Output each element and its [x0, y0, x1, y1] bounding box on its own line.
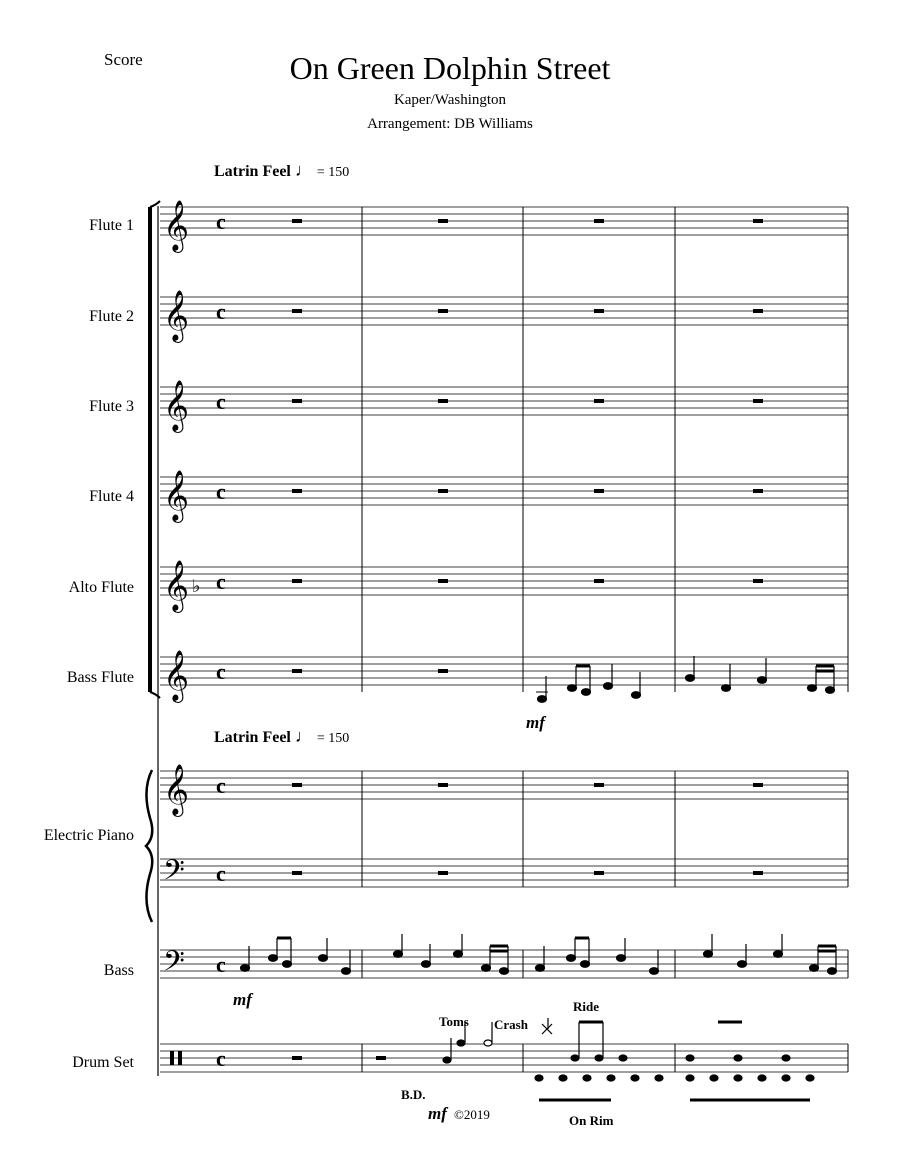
time-signature-common: c: [216, 952, 226, 977]
instrument-label-flute-1: Flute 1: [89, 217, 134, 234]
tempo-text: Latrin Feel: [214, 729, 291, 746]
drum-label-on-rim: On Rim: [569, 1113, 614, 1128]
dynamic-bass-flute: mf: [526, 713, 545, 732]
tempo-bpm: = 150: [316, 731, 350, 746]
treble-clef-icon: 𝄞: [163, 560, 190, 611]
barlines: [362, 207, 848, 1072]
composer: Kaper/Washington: [393, 92, 507, 108]
tempo-text: Latrin Feel: [214, 163, 291, 180]
time-signature-common: c: [216, 299, 226, 324]
time-signature-common: c: [216, 773, 226, 798]
instrument-label-bass-flute: Bass Flute: [66, 669, 134, 686]
instrument-label-alto-flute: Alto Flute: [68, 579, 134, 596]
bass-clef-icon: 𝄢: [163, 854, 185, 894]
instrument-label-flute-4: Flute 4: [89, 488, 134, 505]
drum-label-crash: Crash: [494, 1017, 528, 1032]
drum-ride-voice: [571, 1022, 790, 1061]
dynamic-drums: mf: [428, 1104, 447, 1123]
treble-clef-icon: 𝄞: [163, 764, 190, 815]
drum-label-ride: Ride: [573, 999, 599, 1014]
treble-clef-icon: 𝄞: [163, 290, 190, 341]
time-signature-common: c: [216, 1046, 226, 1071]
time-signature-common: c: [216, 389, 226, 414]
time-signature-common: c: [216, 569, 226, 594]
time-signature-common: c: [216, 209, 226, 234]
time-signature-common: c: [216, 861, 226, 886]
score-label: Score: [104, 50, 143, 69]
tempo-bpm: = 150: [316, 165, 350, 180]
instrument-label-flute-2: Flute 2: [89, 308, 134, 325]
piece-title: On Green Dolphin Street: [289, 50, 611, 86]
flat-sign-icon: ♭: [192, 576, 201, 597]
instrument-label-flute-3: Flute 3: [89, 398, 134, 415]
drum-lower-voice: [535, 1075, 814, 1100]
drum-label-toms: Toms: [439, 1014, 469, 1029]
whole-rests: [292, 219, 763, 1060]
dynamic-bass: mf: [233, 990, 252, 1009]
bass-notes: [241, 934, 837, 974]
instrument-label-drum-set: Drum Set: [72, 1054, 134, 1071]
staff-lines: [160, 207, 848, 1072]
copyright: ©2019: [454, 1107, 490, 1122]
treble-clef-icon: 𝄞: [163, 200, 190, 251]
arranger: Arrangement: DB Williams: [367, 116, 533, 132]
treble-clef-icon: 𝄞: [163, 650, 190, 701]
bass-flute-notes: [536, 656, 835, 702]
time-signature-common: c: [216, 659, 226, 684]
bass-clef-icon: 𝄢: [163, 945, 185, 985]
piano-brace: [146, 770, 152, 922]
instrument-label-bass: Bass: [103, 962, 134, 979]
quarter-note-icon: ♩: [294, 160, 313, 180]
treble-clef-icon: 𝄞: [163, 380, 190, 431]
treble-clef-icon: 𝄞: [163, 470, 190, 521]
drum-label-bass-drum: B.D.: [401, 1087, 426, 1102]
instrument-label-electric-piano: Electric Piano: [43, 827, 134, 844]
time-signature-common: c: [216, 479, 226, 504]
quarter-note-icon: ♩: [294, 726, 313, 746]
